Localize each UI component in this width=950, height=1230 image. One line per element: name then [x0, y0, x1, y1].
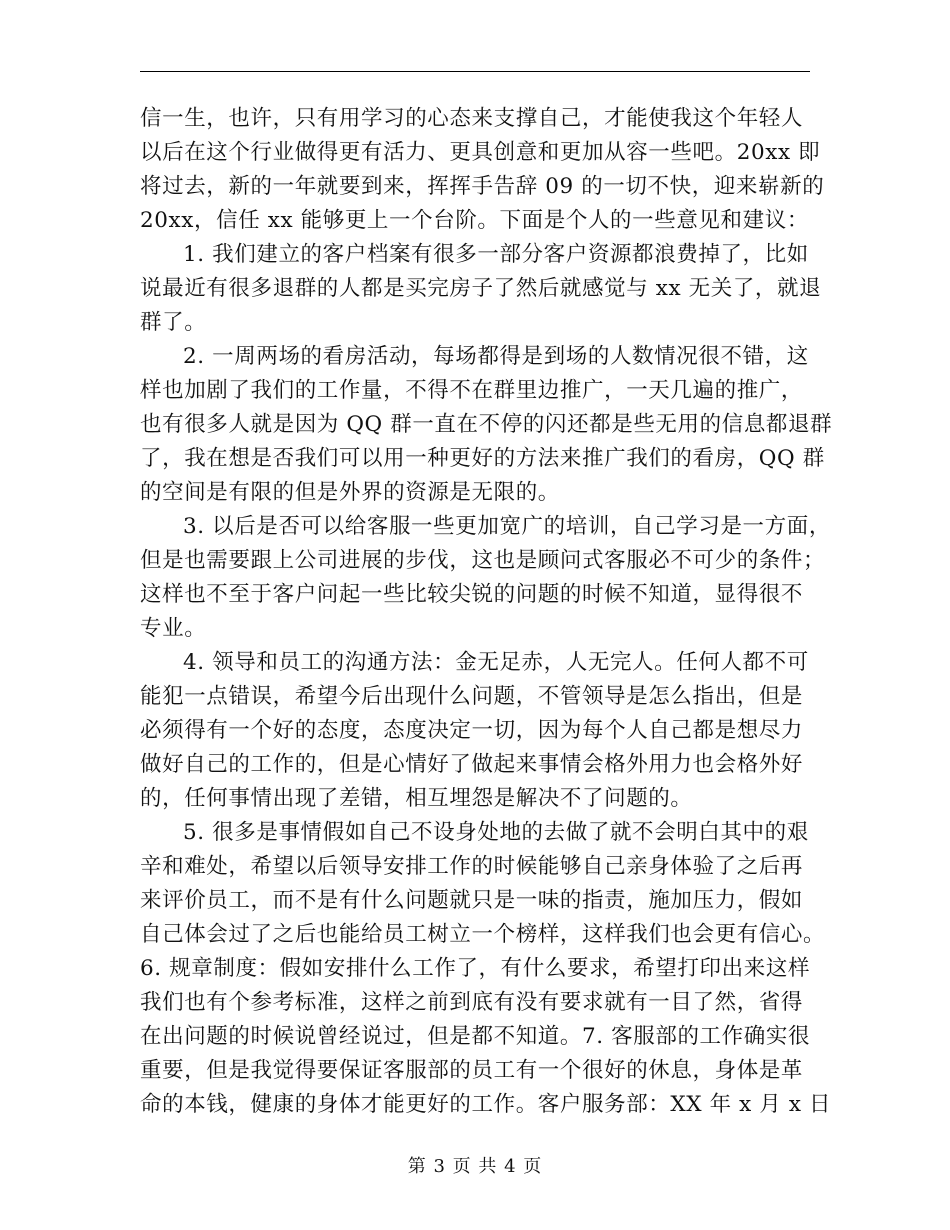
text-line: 做好自己的工作的，但是心情好了做起来事情会格外用力也会格外好: [140, 752, 804, 777]
text-line: 命的本钱，健康的身体才能更好的工作。客户服务部：XX 年 x 月 x 日: [140, 1092, 832, 1117]
text-line: 这样也不至于客户问起一些比较尖锐的问题的时候不知道，显得很不: [140, 582, 804, 607]
text-line: 能犯一点错误，希望今后出现什么问题，不管领导是怎么指出，但是: [140, 684, 804, 709]
text-line: 必须得有一个好的态度，态度决定一切，因为每个人自己都是想尽力: [140, 718, 804, 743]
text-line: 5. 很多是事情假如自己不设身处地的去做了就不会明白其中的艰: [183, 820, 809, 845]
text-line: 样也加剧了我们的工作量，不得不在群里边推广，一天几遍的推广，: [140, 378, 804, 403]
text-line: 在出问题的时候说曾经说过，但是都不知道。7. 客服部的工作确实很: [140, 1024, 811, 1049]
text-line: 说最近有很多退群的人都是买完房子了然后就感觉与 xx 无关了，就退: [140, 276, 822, 301]
text-line: 1. 我们建立的客户档案有很多一部分客户资源都浪费掉了，比如: [183, 242, 809, 267]
text-line: 的空间是有限的但是外界的资源是无限的。: [140, 480, 560, 505]
text-line: 群了。: [140, 310, 207, 335]
text-line: 专业。: [140, 616, 207, 641]
text-line: 4. 领导和员工的沟通方法：金无足赤，人无完人。任何人都不可: [183, 650, 809, 675]
text-line: 但是也需要跟上公司进展的步伐，这也是顾问式客服必不可少的条件；: [140, 548, 826, 573]
text-line: 的，任何事情出现了差错，相互埋怨是解决不了问题的。: [140, 786, 693, 811]
text-line: 以后在这个行业做得更有活力、更具创意和更加从容一些吧。20xx 即: [140, 140, 821, 165]
text-line: 也有很多人就是因为 QQ 群一直在不停的闪还都是些无用的信息都退群: [140, 412, 833, 437]
text-line: 自己体会过了之后也能给员工树立一个榜样，这样我们也会更有信心。: [140, 922, 826, 947]
page-footer: 第 3 页 共 4 页: [407, 1156, 543, 1177]
text-line: 了，我在想是否我们可以用一种更好的方法来推广我们的看房，QQ 群: [140, 446, 825, 471]
text-line: 重要，但是我觉得要保证客服部的员工有一个很好的休息，身体是革: [140, 1058, 804, 1083]
text-line: 将过去，新的一年就要到来，挥挥手告辞 09 的一切不快，迎来崭新的: [140, 174, 825, 199]
text-line: 6. 规章制度：假如安排什么工作了，有什么要求，希望打印出来这样: [140, 956, 811, 981]
text-line: 2. 一周两场的看房活动，每场都得是到场的人数情况很不错，这: [183, 344, 809, 369]
header-rule: [140, 71, 810, 72]
text-line: 来评价员工，而不是有什么问题就只是一味的指责，施加压力，假如: [140, 888, 804, 913]
text-line: 辛和难处，希望以后领导安排工作的时候能够自己亲身体验了之后再: [140, 854, 804, 879]
text-line: 20xx，信任 xx 能够更上一个台阶。下面是个人的一些意见和建议：: [140, 208, 809, 233]
text-line: 3. 以后是否可以给客服一些更加宽广的培训，自己学习是一方面，: [183, 514, 831, 539]
text-line: 信一生，也许，只有用学习的心态来支撑自己，才能使我这个年轻人: [140, 106, 804, 131]
text-line: 我们也有个参考标准，这样之前到底有没有要求就有一目了然，省得: [140, 990, 804, 1015]
